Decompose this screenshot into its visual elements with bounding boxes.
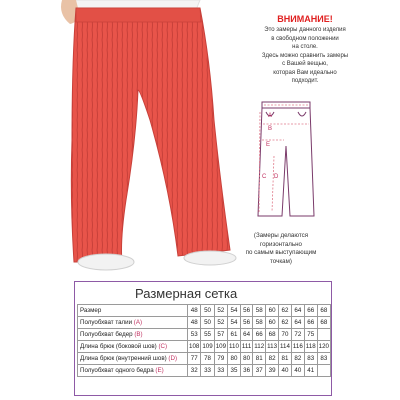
table-cell: 81 [253, 353, 266, 365]
row-label [78, 341, 188, 353]
table-cell: 81 [279, 353, 292, 365]
table-cell: 114 [279, 341, 292, 353]
size-header: 48 [188, 305, 201, 317]
row-code: (D) [168, 355, 178, 362]
table-cell: 66 [304, 317, 317, 329]
table-row [78, 341, 331, 353]
table-cell: 118 [304, 341, 317, 353]
size-header: 62 [279, 305, 292, 317]
table-cell: 39 [266, 365, 279, 377]
table-cell: 50 [201, 317, 214, 329]
table-cell: 83 [304, 353, 317, 365]
table-cell: 83 [317, 353, 330, 365]
size-header: 64 [291, 305, 304, 317]
notice-line: с Вашей вещью, [282, 61, 328, 67]
notice-line: Здесь можно сравнить замеры [261, 52, 349, 59]
table-row [78, 317, 331, 329]
table-cell: 112 [253, 341, 266, 353]
size-header: 68 [317, 305, 330, 317]
table-cell: 80 [240, 353, 252, 365]
size-header: 66 [304, 305, 317, 317]
table-cell: 53 [188, 329, 201, 341]
table-cell: 116 [291, 341, 304, 353]
table-cell: 109 [201, 341, 214, 353]
measurement-note [226, 232, 336, 266]
row-label-text: Длина брюк (боковой шов) [80, 343, 157, 350]
table-cell: 40 [291, 365, 304, 377]
table-cell [317, 329, 330, 341]
notice-line: которая Вам идеально [273, 69, 337, 76]
row-code: (E) [155, 367, 164, 374]
table-cell: 77 [188, 353, 201, 365]
table-cell: 110 [228, 341, 241, 353]
table-cell: 70 [279, 329, 292, 341]
table-cell: 82 [266, 353, 279, 365]
table-cell: 61 [228, 329, 241, 341]
table-cell: 80 [228, 353, 241, 365]
row-label [78, 329, 188, 341]
table-cell: 54 [228, 317, 241, 329]
row-label-text: Полуобхват талии [80, 319, 133, 326]
table-cell: 75 [304, 329, 317, 341]
header-label: Размер [78, 305, 188, 317]
table-cell: 68 [266, 329, 279, 341]
table-cell: 72 [291, 329, 304, 341]
row-code: (A) [133, 319, 143, 326]
table-cell: 82 [291, 353, 304, 365]
note-line: точкам) [270, 257, 292, 265]
table-cell: 64 [240, 329, 252, 341]
table-cell: 33 [214, 365, 227, 377]
table-cell: 78 [201, 353, 214, 365]
notice-line: в свободном положении [271, 35, 339, 42]
diagram-line-c [259, 112, 260, 212]
table-cell: 56 [240, 317, 252, 329]
table-cell: 111 [240, 341, 252, 353]
notice-title: ВНИМАНИЕ! [277, 14, 333, 24]
table-cell: 40 [279, 365, 292, 377]
table-cell: 109 [214, 341, 227, 353]
table-cell: 36 [240, 365, 252, 377]
table-cell [317, 365, 330, 377]
table-cell: 79 [214, 353, 227, 365]
size-chart [74, 281, 332, 396]
row-label-text: Полуобхват бедер [80, 331, 133, 338]
size-header: 56 [240, 305, 252, 317]
table-cell: 33 [201, 365, 214, 377]
notice-text [220, 26, 390, 86]
table-cell: 37 [253, 365, 266, 377]
table-cell: 55 [201, 329, 214, 341]
table-cell: 58 [253, 317, 266, 329]
note-line: (Замеры делаются [253, 232, 309, 239]
measurement-diagram [252, 98, 320, 220]
note-line: горизонтально [260, 240, 302, 248]
table-cell: 108 [188, 341, 201, 353]
waistband [76, 8, 201, 22]
size-header: 58 [253, 305, 266, 317]
table-cell: 48 [188, 317, 201, 329]
size-header: 60 [266, 305, 279, 317]
row-code: (B) [134, 331, 143, 338]
table-cell: 66 [253, 329, 266, 341]
diagram-label-c: C [262, 174, 267, 180]
table-row [78, 329, 331, 341]
row-label-text: Полуобхват одного бедра [80, 367, 154, 374]
row-label [78, 365, 188, 377]
diagram-label-a: A [268, 113, 273, 119]
pants [71, 8, 230, 262]
diagram-label-e: E [266, 142, 271, 148]
notice-line: Это замеры данного изделия [264, 27, 346, 33]
table-cell: 64 [291, 317, 304, 329]
diagram-label-d: D [274, 174, 279, 180]
row-code: (C) [158, 343, 168, 350]
diagram-line-d [272, 156, 274, 212]
table-cell: 120 [317, 341, 330, 353]
size-header: 54 [228, 305, 241, 317]
table-row [78, 365, 331, 377]
table-row [78, 353, 331, 365]
notice-line: подходит. [291, 78, 319, 84]
size-header: 50 [201, 305, 214, 317]
row-label [78, 353, 188, 365]
notice-block [220, 14, 390, 86]
table-cell: 35 [228, 365, 241, 377]
table-cell: 32 [188, 365, 201, 377]
diagram-label-b: B [268, 126, 273, 132]
size-chart-title: Размерная сетка [135, 286, 238, 301]
table-cell: 60 [266, 317, 279, 329]
row-label [78, 317, 188, 329]
table-cell: 41 [304, 365, 317, 377]
table-cell: 62 [279, 317, 292, 329]
table-cell: 52 [214, 317, 227, 329]
note-line: по самым выступающим [245, 249, 317, 256]
left-shoe [78, 254, 134, 270]
table-header-row [78, 305, 331, 317]
diagram-pocket-right [298, 112, 306, 116]
size-table [77, 304, 331, 377]
table-cell: 68 [317, 317, 330, 329]
table-cell: 57 [214, 329, 227, 341]
table-cell: 113 [266, 341, 279, 353]
size-header: 52 [214, 305, 227, 317]
notice-line: на столе. [292, 44, 318, 50]
row-label-text: Длина брюк (внутренний шов) [80, 355, 167, 362]
